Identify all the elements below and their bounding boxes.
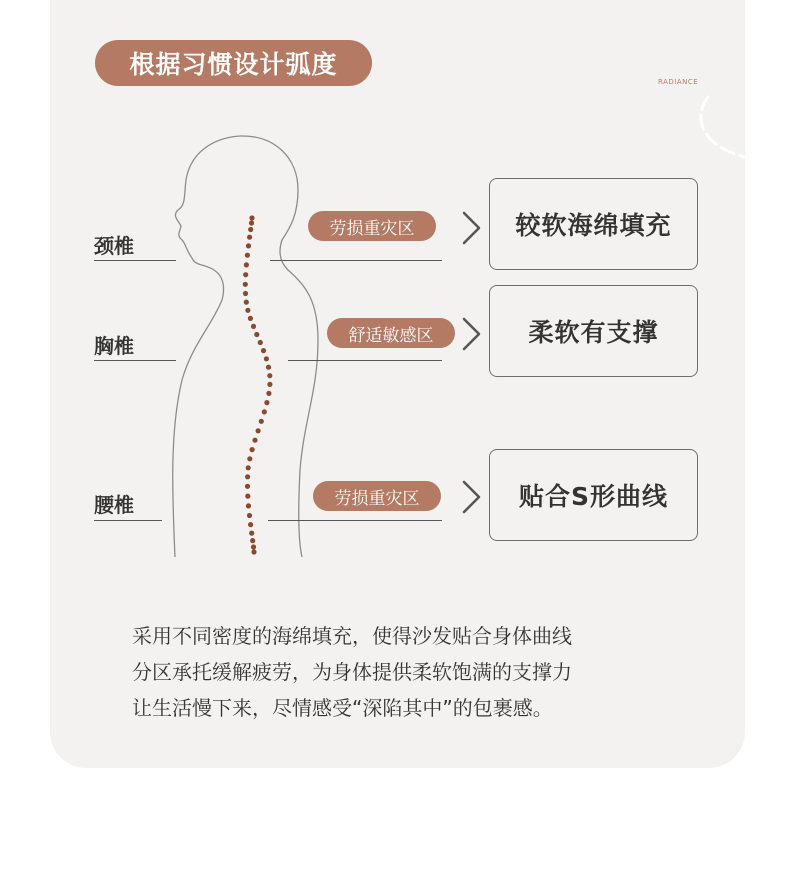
spine-dot xyxy=(245,494,250,499)
spine-dot xyxy=(250,538,255,543)
result-box-neck xyxy=(489,178,698,270)
result-box-chest xyxy=(489,285,698,377)
spine-dot xyxy=(266,365,271,370)
result-text-chest: 柔软有支撑 xyxy=(528,318,659,347)
body-outline xyxy=(173,136,318,557)
spine-dots xyxy=(243,215,273,554)
spine-dot xyxy=(243,282,248,287)
part-label-waist: 腰椎 xyxy=(94,493,134,517)
spine-dot xyxy=(262,409,267,414)
spine-dot xyxy=(245,474,250,479)
spine-dot xyxy=(252,438,257,443)
part-label-neck: 颈椎 xyxy=(94,234,134,258)
zone-text-chest: 舒适敏感区 xyxy=(348,325,434,346)
description xyxy=(132,618,732,726)
part-line-chest xyxy=(94,360,176,361)
zone-pill-neck xyxy=(308,211,436,241)
spine-dot xyxy=(264,400,269,405)
result-text-neck: 较软海绵填充 xyxy=(515,211,672,240)
spine-dot xyxy=(254,332,259,337)
spine-dot xyxy=(245,308,250,313)
spine-dot xyxy=(244,300,249,305)
spine-dot xyxy=(246,243,251,248)
spine-dot xyxy=(246,465,251,470)
zone-line-waist xyxy=(268,520,442,521)
chevron-right-icon xyxy=(460,479,484,515)
spine-dot xyxy=(267,373,272,378)
spine-dot xyxy=(249,215,254,220)
spine-dot xyxy=(243,291,248,296)
spine-dot xyxy=(243,272,248,277)
result-box-waist xyxy=(489,449,698,541)
zone-line-neck xyxy=(270,260,442,261)
spine-dot xyxy=(251,549,256,554)
spine-dot xyxy=(250,447,255,452)
zone-pill-chest xyxy=(327,318,455,348)
spine-dot xyxy=(256,428,261,433)
spine-dot xyxy=(259,419,264,424)
spine-dot xyxy=(264,356,269,361)
chevron-right-icon xyxy=(460,316,484,352)
spine-dot xyxy=(249,531,254,536)
section-title: 根据习惯设计弧度 xyxy=(129,50,338,79)
spine-dot xyxy=(244,262,249,267)
description-line: 分区承托缓解疲劳，为身体提供柔软饱满的支撑力 xyxy=(132,660,572,684)
brand-watermark: RADIANCE xyxy=(658,78,699,86)
spine-dot xyxy=(261,348,266,353)
spine-dot xyxy=(247,235,252,240)
spine-dot xyxy=(248,227,253,232)
spine-dot xyxy=(247,513,252,518)
chevron-right-icon xyxy=(460,210,484,246)
zone-text-neck: 劳损重灾区 xyxy=(329,218,415,239)
spine-dot xyxy=(246,503,251,508)
part-line-neck xyxy=(94,260,176,261)
description-line: 采用不同密度的海绵填充，使得沙发贴合身体曲线 xyxy=(132,624,572,648)
zone-pill-waist xyxy=(313,481,441,511)
spine-dot xyxy=(251,324,256,329)
zone-text-waist: 劳损重灾区 xyxy=(334,488,420,509)
spine-dot xyxy=(245,253,250,258)
spine-dot xyxy=(245,484,250,489)
spine-dot xyxy=(258,340,263,345)
spine-dot xyxy=(248,316,253,321)
description-line: 让生活慢下来，尽情感受“深陷其中”的包裹感。 xyxy=(132,696,553,720)
spine-dot xyxy=(249,220,254,225)
part-line-waist xyxy=(94,520,162,521)
spine-dot xyxy=(251,544,256,549)
spine-dot xyxy=(248,522,253,527)
part-label-chest: 胸椎 xyxy=(94,334,134,358)
zone-line-chest xyxy=(288,360,442,361)
spine-dot xyxy=(247,456,252,461)
result-text-waist: 贴合S形曲线 xyxy=(518,482,668,511)
spine-dot xyxy=(266,391,271,396)
spine-dot xyxy=(267,382,272,387)
